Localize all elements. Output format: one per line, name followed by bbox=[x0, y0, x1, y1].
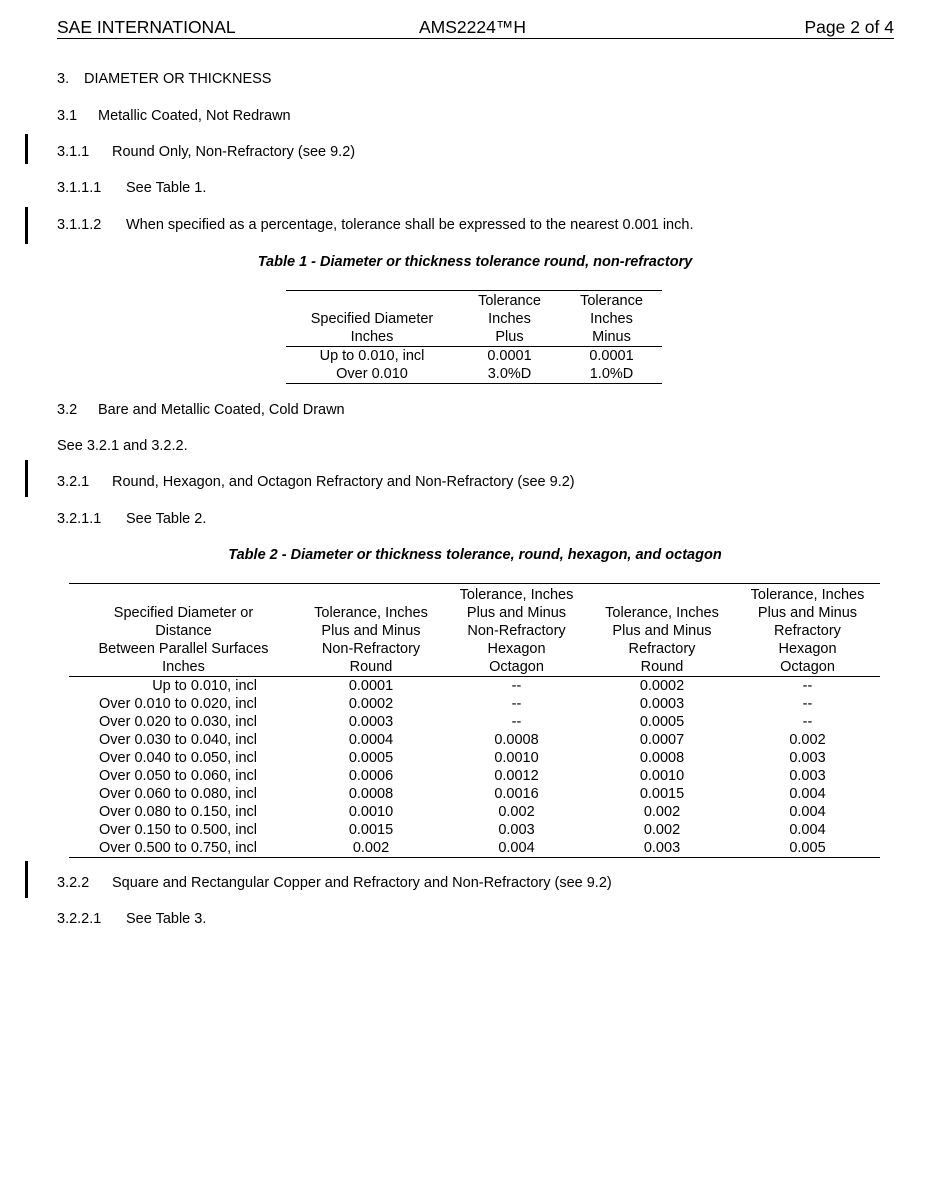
table-cell: -- bbox=[511, 678, 522, 694]
table-row bbox=[69, 749, 880, 767]
paragraph: 3.2.1 Round, Hexagon, and Octagon Refractory and Non-Refractory (see 9.2) bbox=[57, 474, 575, 490]
table-cell: 0.003 bbox=[498, 822, 535, 838]
table-header-cell: Tolerance, Inches Plus and Minus Non-Refractory Hexagon Octagon bbox=[444, 584, 589, 677]
table-header-row bbox=[286, 291, 662, 347]
table-row bbox=[69, 695, 880, 713]
table-header-cell: Specified Diameter or Distance Between Parallel Surfaces Inches bbox=[69, 584, 298, 677]
table-row bbox=[69, 839, 880, 858]
header-doc-number: AMS2224™H bbox=[419, 17, 526, 37]
table-cell: -- bbox=[802, 696, 813, 712]
table1 bbox=[286, 290, 662, 384]
header-page-number: Page 2 of 4 bbox=[804, 17, 894, 37]
table-cell: Over 0.060 to 0.080, incl bbox=[99, 786, 257, 802]
table-cell: 0.0003 bbox=[348, 714, 394, 730]
table-cell: 0.0007 bbox=[639, 732, 685, 748]
table-cell: 0.0006 bbox=[348, 768, 394, 784]
table-cell: 0.0002 bbox=[348, 696, 394, 712]
table-row bbox=[69, 731, 880, 749]
table-row bbox=[286, 347, 662, 366]
table-cell: 0.002 bbox=[643, 822, 681, 838]
table-row bbox=[69, 713, 880, 731]
table-cell: 0.002 bbox=[643, 804, 681, 820]
table-cell: Up to 0.010, incl bbox=[319, 348, 425, 364]
table2 bbox=[69, 583, 880, 858]
table-cell: 0.0012 bbox=[494, 768, 539, 784]
table-cell: Over 0.150 to 0.500, incl bbox=[99, 822, 257, 838]
table-cell: 3.0%D bbox=[458, 365, 561, 384]
paragraph: See 3.2.1 and 3.2.2. bbox=[57, 438, 188, 454]
table-header-cell: Specified Diameter Inches bbox=[286, 291, 458, 347]
table-row bbox=[69, 821, 880, 839]
table-cell: 0.002 bbox=[789, 732, 826, 748]
change-bar bbox=[25, 460, 28, 497]
table-cell: 0.0016 bbox=[494, 786, 539, 802]
table-cell: 0.0002 bbox=[639, 678, 685, 694]
table-cell: Over 0.010 bbox=[286, 365, 458, 384]
table-cell: 0.004 bbox=[789, 822, 826, 838]
header-org: SAE INTERNATIONAL bbox=[57, 17, 236, 37]
paragraph: 3.2.2 Square and Rectangular Copper and Refractory and Non-Refractory (see 9.2) bbox=[57, 875, 612, 891]
table-cell: 0.0008 bbox=[494, 732, 539, 748]
table-cell: 0.002 bbox=[298, 839, 444, 858]
change-bar bbox=[25, 134, 28, 164]
table-cell: 0.004 bbox=[444, 839, 589, 858]
table-cell: 0.0001 bbox=[487, 348, 532, 364]
table-cell: Over 0.050 to 0.060, incl bbox=[99, 768, 257, 784]
table-header-cell: Tolerance, Inches Plus and Minus Refractory Round bbox=[589, 584, 735, 677]
table-cell: -- bbox=[511, 696, 522, 712]
table-cell: 0.003 bbox=[789, 768, 826, 784]
table-cell: Over 0.500 to 0.750, incl bbox=[69, 839, 298, 858]
table-row bbox=[69, 785, 880, 803]
table-cell: 0.0008 bbox=[639, 750, 685, 766]
table1-caption: Table 1 - Diameter or thickness tolerance round, non-refractory bbox=[257, 254, 693, 270]
table-cell: 0.003 bbox=[589, 839, 735, 858]
table-cell: 0.0003 bbox=[639, 696, 685, 712]
table-cell: Over 0.080 to 0.150, incl bbox=[99, 804, 257, 820]
table-cell: 0.0015 bbox=[639, 786, 685, 802]
table-cell: Over 0.030 to 0.040, incl bbox=[99, 732, 257, 748]
table-row bbox=[69, 803, 880, 821]
paragraph: 3.1.1.2 When specified as a percentage, tolerance shall be expressed to the nearest 0.001 inch. bbox=[57, 217, 694, 233]
table-cell: 0.0015 bbox=[348, 822, 394, 838]
table-cell: 1.0%D bbox=[561, 365, 662, 384]
table-cell: Over 0.010 to 0.020, incl bbox=[99, 696, 257, 712]
table-cell: -- bbox=[802, 678, 813, 694]
table-header-cell: Tolerance Inches Minus bbox=[561, 291, 662, 347]
table-cell: 0.002 bbox=[498, 804, 535, 820]
table-cell: 0.005 bbox=[735, 839, 880, 858]
table-cell: Over 0.040 to 0.050, incl bbox=[99, 750, 257, 766]
table-cell: 0.0010 bbox=[494, 750, 539, 766]
table-cell: 0.0008 bbox=[348, 786, 394, 802]
table-header-row bbox=[69, 584, 880, 677]
table-cell: 0.004 bbox=[789, 804, 826, 820]
table-cell: 0.0010 bbox=[348, 804, 394, 820]
table-cell: 0.0001 bbox=[589, 348, 634, 364]
change-bar bbox=[25, 861, 28, 898]
change-bar bbox=[25, 207, 28, 244]
table-cell: Over 0.020 to 0.030, incl bbox=[99, 714, 257, 730]
paragraph: 3.1.1.1 See Table 1. bbox=[57, 180, 207, 196]
table-cell: Up to 0.010, incl bbox=[152, 678, 257, 694]
paragraph: 3.1.1 Round Only, Non-Refractory (see 9.2) bbox=[57, 144, 356, 160]
section-heading: 3. DIAMETER OR THICKNESS bbox=[57, 71, 272, 87]
table-header-cell: Tolerance, Inches Plus and Minus Refractory Hexagon Octagon bbox=[735, 584, 880, 677]
table-row bbox=[286, 365, 662, 384]
table-row bbox=[69, 767, 880, 785]
paragraph: 3.1 Metallic Coated, Not Redrawn bbox=[57, 108, 291, 124]
table-cell: 0.0010 bbox=[639, 768, 685, 784]
table-cell: 0.003 bbox=[789, 750, 826, 766]
paragraph: 3.2 Bare and Metallic Coated, Cold Drawn bbox=[57, 402, 345, 418]
table-row bbox=[69, 677, 880, 696]
table-cell: 0.0004 bbox=[348, 732, 394, 748]
table-cell: 0.0005 bbox=[348, 750, 394, 766]
table-header-cell: Tolerance Inches Plus bbox=[458, 291, 561, 347]
table-cell: 0.0005 bbox=[639, 714, 685, 730]
table-cell: 0.0001 bbox=[348, 678, 394, 694]
table2-caption: Table 2 - Diameter or thickness tolerance, round, hexagon, and octagon bbox=[228, 547, 722, 563]
table-cell: -- bbox=[802, 714, 813, 730]
table-header-cell: Tolerance, Inches Plus and Minus Non-Refractory Round bbox=[298, 584, 444, 677]
paragraph: 3.2.1.1 See Table 2. bbox=[57, 511, 207, 527]
table-cell: 0.004 bbox=[789, 786, 826, 802]
table-cell: -- bbox=[511, 714, 522, 730]
page-header bbox=[57, 16, 894, 39]
paragraph: 3.2.2.1 See Table 3. bbox=[57, 911, 207, 927]
